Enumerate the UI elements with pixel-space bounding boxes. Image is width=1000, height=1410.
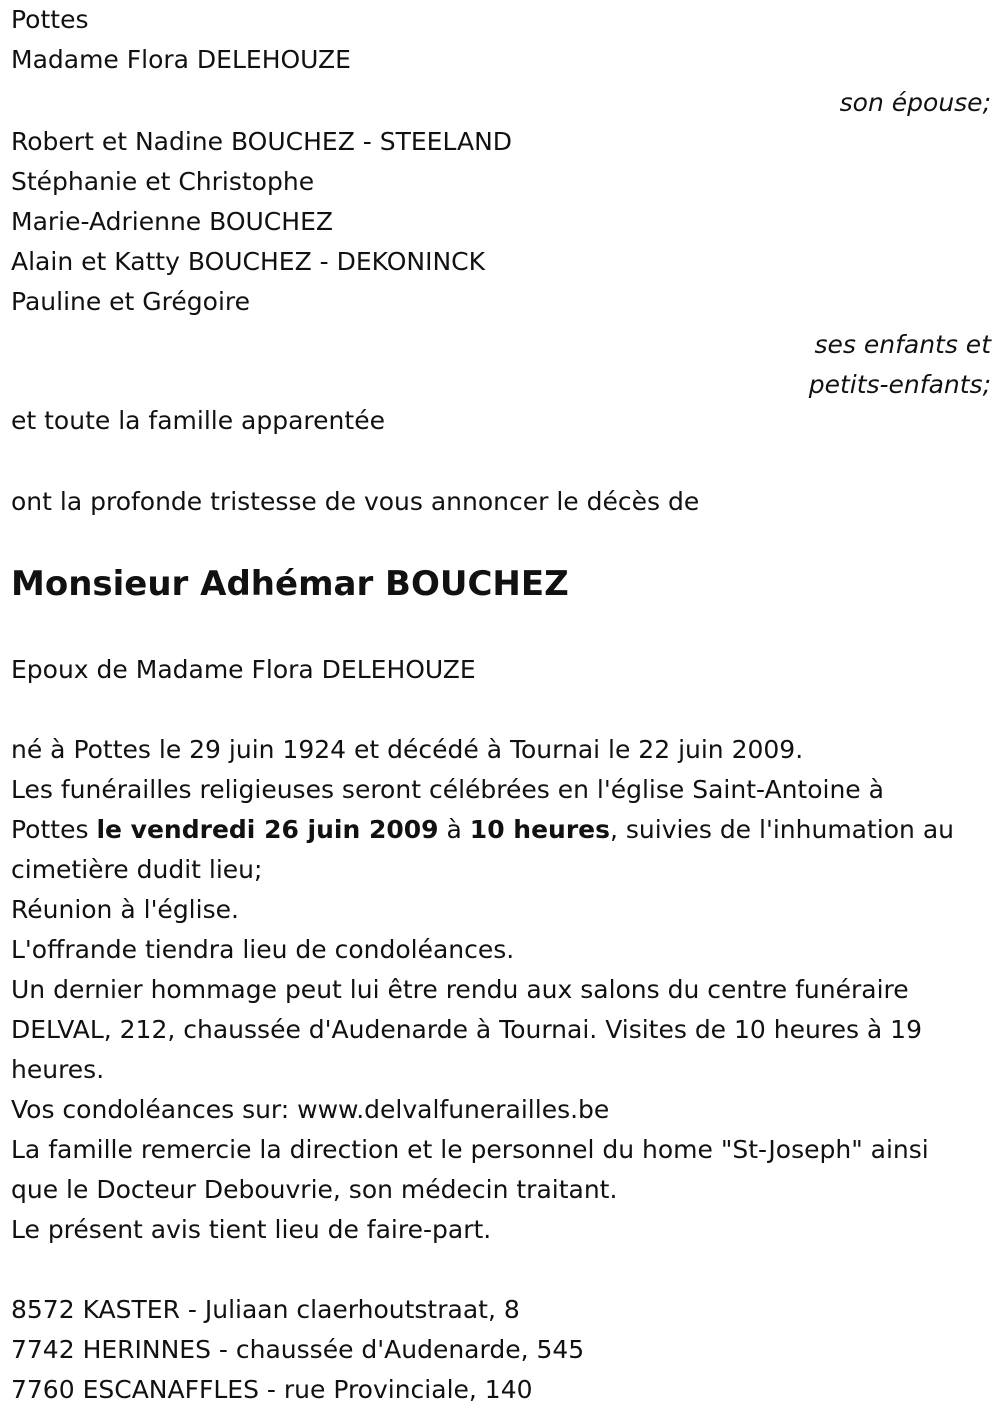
- funeral-line-3: cimetière dudit lieu;: [11, 855, 263, 884]
- offering-line: L'offrande tiendra lieu de condoléances.: [11, 935, 515, 964]
- funeral-burial: , suivies de l'inhumation au: [610, 815, 954, 844]
- address-line: 7760 ESCANAFFLES - rue Provinciale, 140: [11, 1375, 533, 1404]
- funeral-line-1: Les funérailles religieuses seront célébrées en l'église Saint-Antoine à: [11, 775, 884, 804]
- funeral-date: le vendredi 26 juin 2009: [96, 815, 439, 844]
- death-notice: [11, 0, 991, 1410]
- deceased-name: Monsieur Adhémar BOUCHEZ: [11, 564, 569, 604]
- funeral-connector: à: [438, 815, 470, 844]
- thanks-line-1: La famille remercie la direction et le personnel du home "St-Joseph" ainsi: [11, 1135, 929, 1164]
- birth-death-line: né à Pottes le 29 juin 1924 et décédé à Tournai le 22 juin 2009.: [11, 735, 804, 764]
- address-line: 8572 KASTER - Juliaan claerhoutstraat, 8: [11, 1295, 520, 1324]
- spouse-name: Madame Flora DELEHOUZE: [11, 45, 351, 74]
- child-line: Stéphanie et Christophe: [11, 167, 315, 196]
- tribute-line-2: DELVAL, 212, chaussée d'Audenarde à Tournai. Visites de 10 heures à 19: [11, 1015, 922, 1044]
- meeting-line: Réunion à l'église.: [11, 895, 239, 924]
- condolences-line: Vos condoléances sur: www.delvalfunerailles.be: [11, 1095, 610, 1124]
- child-line: Alain et Katty BOUCHEZ - DEKONINCK: [11, 247, 486, 276]
- announcement-line: ont la profonde tristesse de vous annoncer le décès de: [11, 487, 700, 516]
- funeral-time: 10 heures: [469, 815, 611, 844]
- child-line: Marie-Adrienne BOUCHEZ: [11, 207, 333, 236]
- spouse-of-line: Epoux de Madame Flora DELEHOUZE: [11, 655, 476, 684]
- child-line: Robert et Nadine BOUCHEZ - STEELAND: [11, 127, 513, 156]
- tribute-line-1: Un dernier hommage peut lui être rendu aux salons du centre funéraire: [11, 975, 909, 1004]
- family-line: et toute la famille apparentée: [11, 406, 385, 435]
- thanks-line-2: que le Docteur Debouvrie, son médecin traitant.: [11, 1175, 618, 1204]
- funeral-line-2: [11, 810, 991, 850]
- notice-line: Le présent avis tient lieu de faire-part.: [11, 1215, 492, 1244]
- place-line: Pottes: [11, 5, 89, 34]
- address-line: 7742 HERINNES - chaussée d'Audenarde, 545: [11, 1335, 585, 1364]
- tribute-line-3: heures.: [11, 1055, 105, 1084]
- spouse-role: son épouse;: [839, 88, 991, 117]
- funeral-place: Pottes: [11, 815, 97, 844]
- child-line: Pauline et Grégoire: [11, 287, 251, 316]
- children-role-line-2: petits-enfants;: [808, 370, 991, 399]
- children-role-line-1: ses enfants et: [814, 330, 991, 359]
